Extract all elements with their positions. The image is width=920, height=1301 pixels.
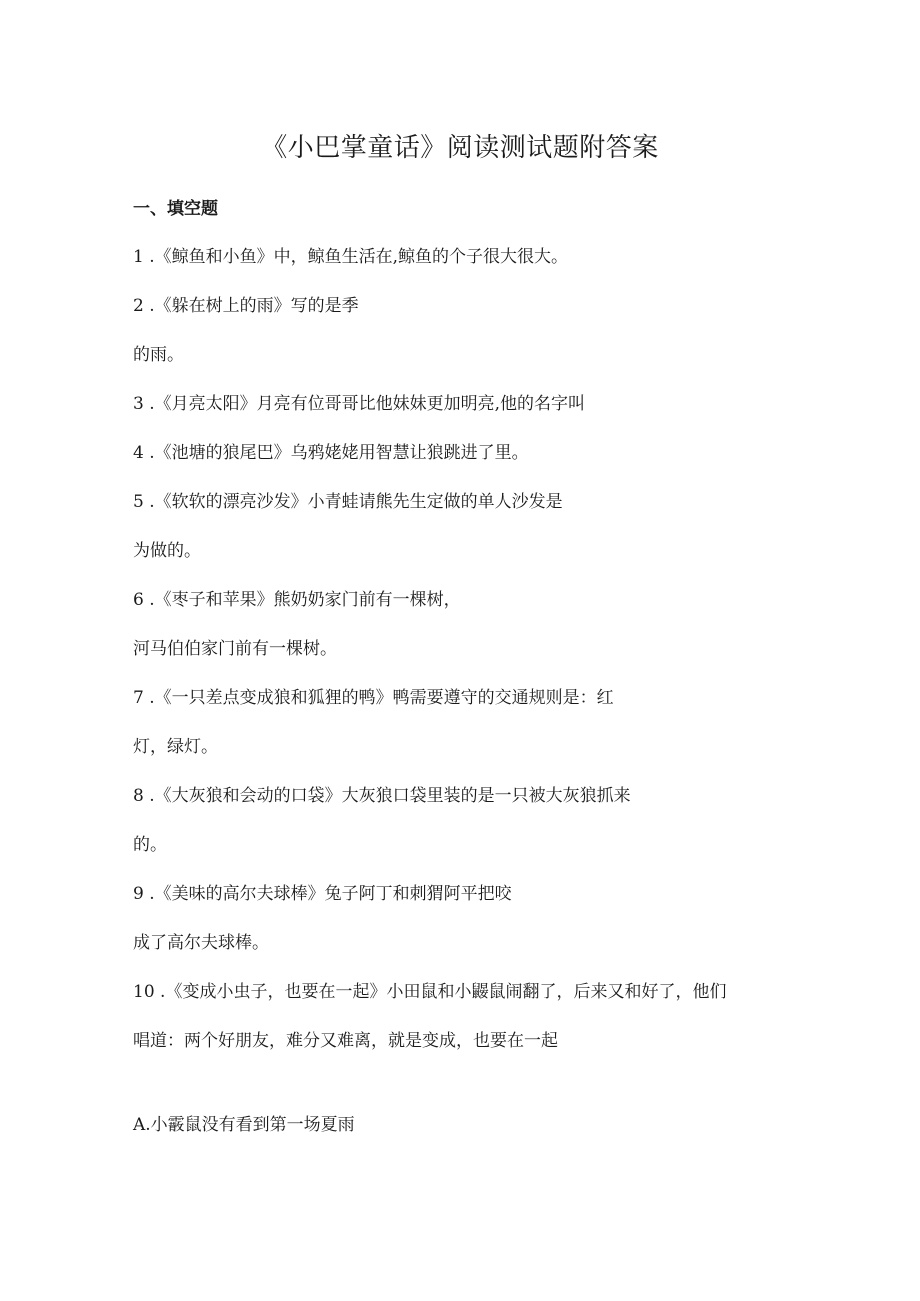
question-6-continued: 河马伯伯家门前有一棵树。 <box>133 639 337 659</box>
question-8: 8 .《大灰狼和会动的口袋》大灰狼口袋里装的是一只被大灰狼抓来 <box>133 786 631 806</box>
question-3: 3 .《月亮太阳》月亮有位哥哥比他妹妹更加明亮,他的名字叫 <box>133 394 586 414</box>
question-5: 5 .《软软的漂亮沙发》小青蛙请熊先生定做的单人沙发是 <box>133 492 563 512</box>
question-10-continued: 唱道：两个好朋友，难分又难离，就是变成，也要在一起 <box>133 1031 558 1051</box>
question-10: 10 .《变成小虫子，也要在一起》小田鼠和小鼹鼠闹翻了，后来又和好了，他们 <box>133 982 727 1002</box>
question-1: 1 .《鲸鱼和小鱼》中，鲸鱼生活在,鲸鱼的个子很大很大。 <box>133 247 569 267</box>
question-2: 2 .《躲在树上的雨》写的是季 <box>133 296 359 316</box>
question-4: 4 .《池塘的狼尾巴》乌鸦姥姥用智慧让狼跳进了里。 <box>133 443 529 463</box>
section-heading: 一、填空题 <box>133 199 218 219</box>
question-2-continued: 的雨。 <box>133 345 184 365</box>
question-6: 6 .《枣子和苹果》熊奶奶家门前有一棵树， <box>133 590 461 610</box>
question-9: 9 .《美味的高尔夫球棒》兔子阿丁和刺猬阿平把咬 <box>133 884 512 904</box>
question-7: 7 .《一只差点变成狼和狐狸的鸭》鸭需要遵守的交通规则是：红 <box>133 688 614 708</box>
question-8-continued: 的。 <box>133 835 167 855</box>
question-7-continued: 灯，绿灯。 <box>133 737 218 757</box>
question-5-continued: 为做的。 <box>133 541 201 561</box>
option-a: A.小霰鼠没有看到第一场夏雨 <box>133 1115 355 1135</box>
page-title: 《小巴掌童话》阅读测试题附答案 <box>261 133 659 163</box>
question-9-continued: 成了高尔夫球棒。 <box>133 933 269 953</box>
